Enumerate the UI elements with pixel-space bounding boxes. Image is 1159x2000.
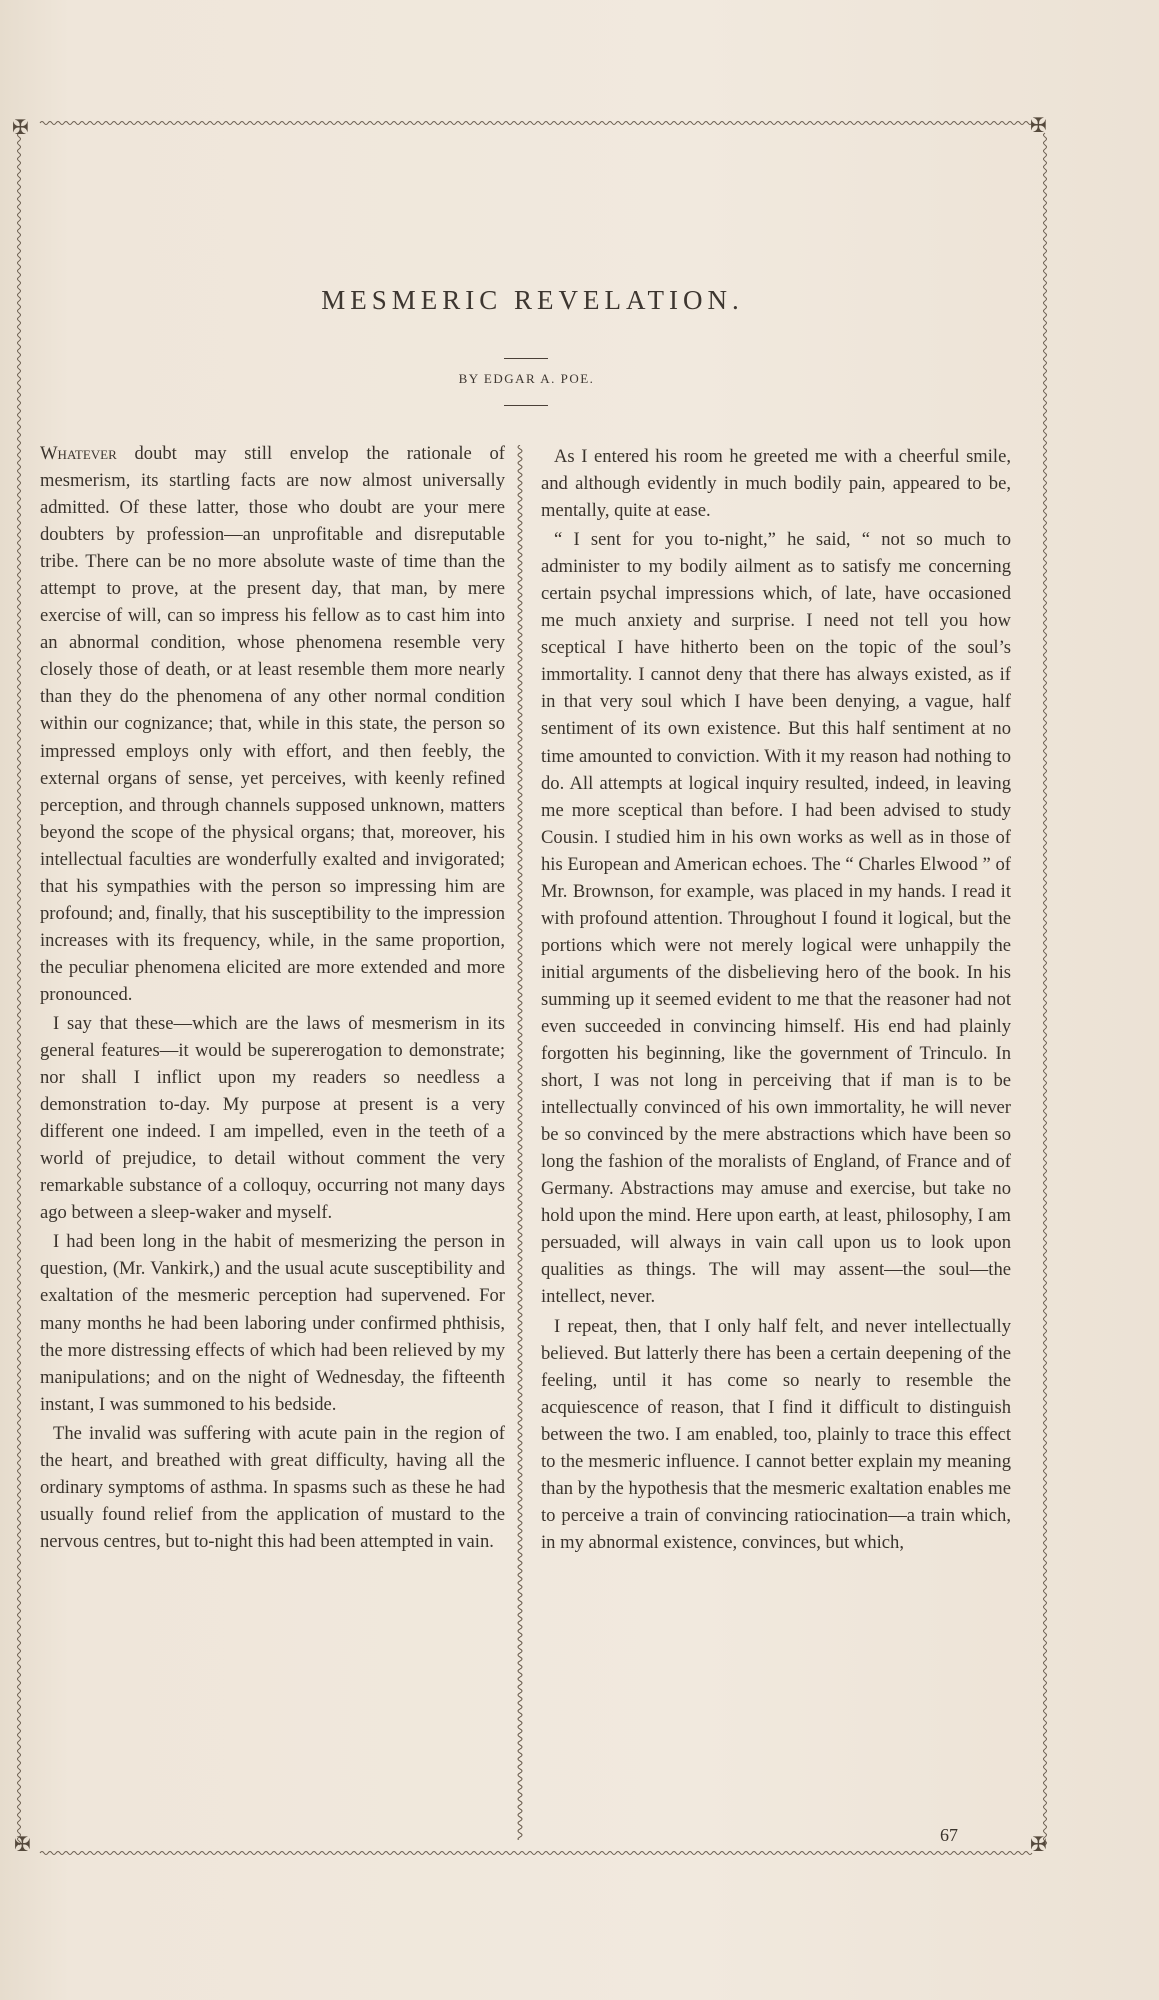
title-rule-top: [504, 358, 548, 359]
corner-ornament-top-right: ✠: [1030, 115, 1047, 137]
left-column: [40, 440, 505, 1555]
article-byline: BY EDGAR A. POE.: [458, 371, 595, 386]
paragraph: I had been long in the habit of mesmerizing the person in question, (Mr. Vankirk,) and the usual acute susceptibility and exaltation of the mesmeric perception had supervened. For many months he had been laboring under confirmed phthisis, the more distressing effects of which had been relieved by my manipulations; and on the night of Wednesday, the fifteenth instant, I was summoned to his bedside.: [40, 1231, 505, 1415]
paragraph: As I entered his room he greeted me with a cheerful smile, and although evidently in much bodily pain, appeared to be, mentally, quite at ease.: [541, 446, 1011, 522]
border-line-top: [40, 122, 1032, 125]
article-title: MESMERIC REVELATION.: [321, 285, 744, 315]
paragraph: [40, 440, 505, 1008]
corner-ornament-top-left: ✠: [12, 117, 29, 139]
border-line-left: [18, 133, 21, 1845]
title-rule-bottom: [504, 405, 548, 406]
paragraph: I repeat, then, that I only half felt, and never intellectually believed. But latterly there has been a certain deepening of the feeling, until it has come so nearly to resemble the acquiescence of reason, that I find it difficult to distinguish between the two. I am enabled, too, plainly to trace this effect to the mesmeric influence. I cannot better explain my meaning than by the hypothesis that the mesmeric exaltation enables me to perceive a train of convincing ratiocination—a train which, in my abnormal existence, convinces, but which,: [541, 1315, 1011, 1553]
column-divider-svg: [513, 445, 527, 1840]
corner-ornament-bottom-right: ✠: [1030, 1834, 1047, 1856]
border-line-right: [1044, 133, 1047, 1845]
paragraph: “ I sent for you to-night,” he said, “ not so much to administer to my bodily ailment as to satisfy me concerning certain psychal impressions which, of late, have occasioned me much anxiety and surprise. I need not tell you how sceptical I have hitherto been on the topic of the soul’s immortality. I cannot deny that there has always existed, as if in that very soul which I have been denying, a vague, half sentiment of its own existence. But this half sentiment at no time amounted to conviction. With it my reason had nothing to do. All attempts at logical inquiry resulted, indeed, in leaving me more sceptical than before. I had been advised to study Cousin. I studied him in his own works as well as in those of his European and American echoes. The “ Charles Elwood ” of Mr. Brownson, for example, was placed in my hands. I read it with profound attention. Throughout I found it logical, but the portions which were not merely logical were unhappily the initial arguments of the disbelieving hero of the book. In his summing up it seemed evident to me that the reasoner had not even succeeded in convincing himself. His end had plainly forgotten his beginning, like the government of Trinculo. In short, I was not long in perceiving that if man is to be intellectually convinced of his own immortality, he will never be so convinced by the mere abstractions which have been so long the fashion of the moralists of England, of France and of Germany. Abstractions may amuse and exercise, but take no hold upon the mind. Here upon earth, at least, philosophy, I am persuaded, will always in vain call upon us to look upon qualities as things. The will may assent—the soul—the intellect, never.: [541, 529, 1011, 1308]
border-line-bottom: [40, 1852, 1032, 1855]
drop-lead-word: Whatever: [40, 443, 117, 464]
paragraph: I say that these—which are the laws of mesmerism in its general features—it would be supererogation to demonstrate; nor shall I inflict upon my readers so needless a demonstration to-day. My purpose at present is a very different one indeed. I am impelled, even in the teeth of a world of prejudice, to detail without comment the very remarkable substance of a colloquy, occurring not many days ago between a sleep-waker and myself.: [40, 1012, 505, 1224]
corner-ornament-bottom-left: ✠: [14, 1834, 31, 1856]
page-number: 67: [940, 1825, 958, 1845]
paragraph: The invalid was suffering with acute pain in the region of the heart, and breathed with great difficulty, having all the ordinary symptoms of asthma. In spasms such as these he had usually found relief from the application of mustard to the nervous centres, but to-night this had been attempted in vain.: [40, 1422, 505, 1552]
column-divider: [513, 445, 527, 1840]
paragraph-text: doubt may still envelop the rationale of mesmerism, its startling facts are now almost universally admitted. Of these latter, those who doubt are your mere doubters by profession—an unprofitable and disreputable tribe. There can be no more absolute waste of time than the attempt to prove, at the present day, that man, by mere exercise of will, can so impress his fellow as to cast him into an abnormal condition, whose phenomena resemble very closely those of death, or at least resemble them more nearly than they do the phenomena of any other normal condition within our cognizance; that, while in this state, the person so impressed employs only with effort, and then feebly, the external organs of sense, yet perceives, with keenly refined perception, and through channels supposed unknown, matters beyond the scope of the physical organs; that, moreover, his intellectual faculties are wonderfully exalted and invigorated; that his sympathies with the person so impressing him are profound; and, finally, that his susceptibility to the impression increases with its frequency, while, in the same proportion, the peculiar phenomena elicited are more extended and more pronounced.: [40, 443, 505, 1005]
divider-line: [518, 445, 522, 1840]
right-column: [541, 443, 1011, 1556]
